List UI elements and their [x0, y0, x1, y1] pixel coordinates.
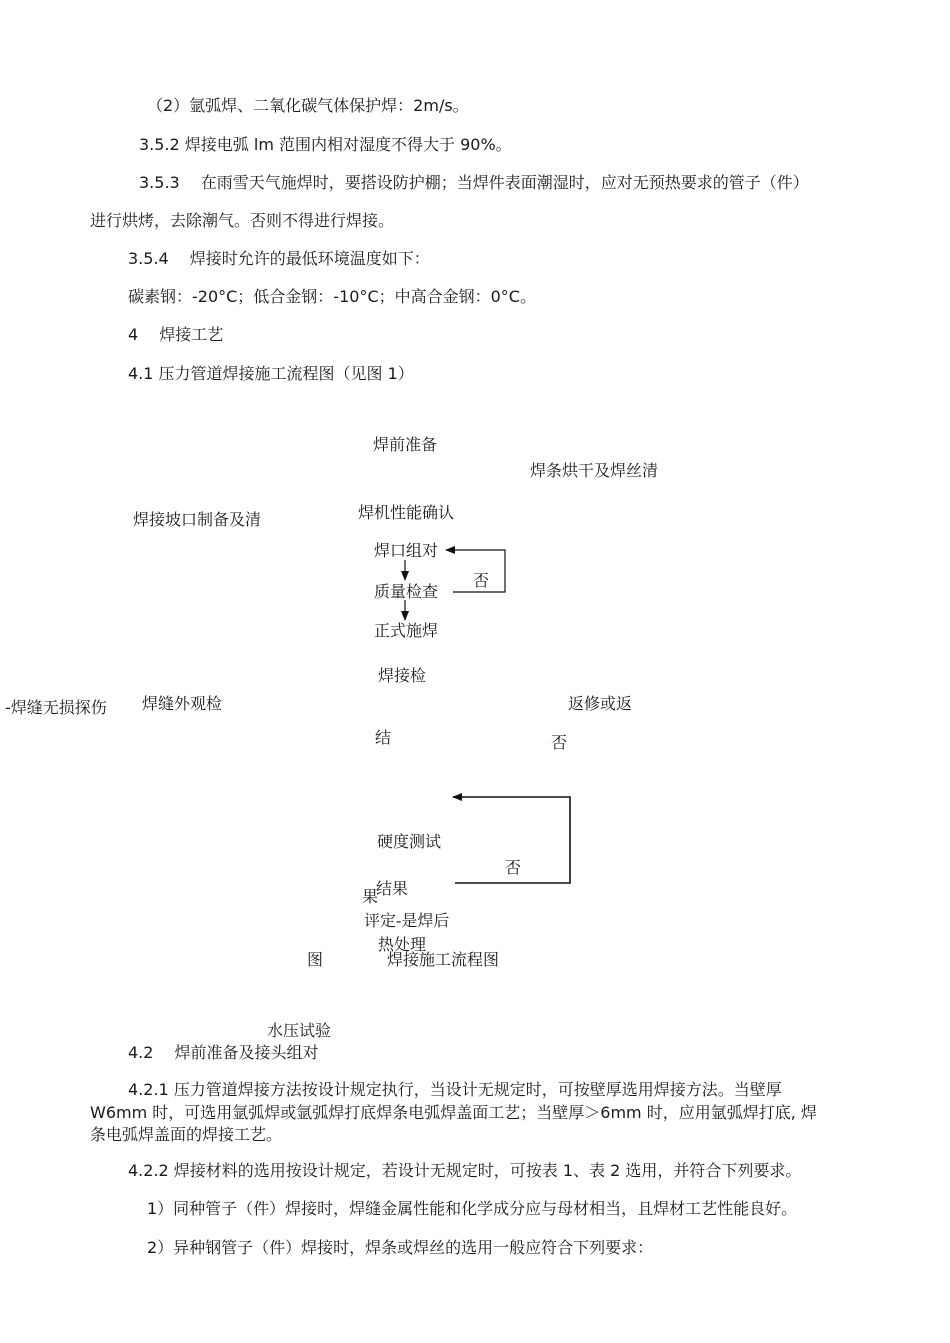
paragraph-4-2-1-line1: 4.2.1 压力管道焊接方法按设计规定执行，当设计无规定时，可按壁厚选用焊接方法。当壁厚	[128, 1080, 782, 1099]
figure-title: 焊接施工流程图	[387, 950, 500, 969]
label-result-2: 结果	[376, 879, 409, 898]
section-heading-4-2: 4.2 焊前准备及接头组对	[128, 1043, 319, 1062]
label-fruit: 果	[362, 887, 379, 906]
label-no-3: 否	[505, 858, 522, 877]
paragraph-3-5-1-2: （2）氩弧焊、二氧化碳气体保护焊：2m/s。	[147, 96, 469, 115]
node-hydro-test: 水压试验	[267, 1021, 332, 1040]
node-welding: 正式施焊	[374, 621, 439, 640]
node-visual: 焊缝外观检	[142, 694, 223, 713]
node-repair: 返修或返	[568, 694, 633, 713]
node-machine: 焊机性能确认	[358, 503, 455, 522]
label-result-1: 结	[375, 728, 392, 747]
paragraph-4-1: 4.1 压力管道焊接施工流程图（见图 1）	[128, 364, 414, 383]
paragraph-item-1: 1）同种管子（件）焊接时，焊缝金属性能和化学成分应与母材相当，且焊材工艺性能良好。	[147, 1199, 798, 1218]
paragraph-4-2-2: 4.2.2 焊接材料的选用按设计规定，若设计无规定时，可按表 1、表 2 选用，并符合下列要求。	[128, 1161, 802, 1180]
paragraph-3-5-4: 3.5.4 焊接时允许的最低环境温度如下：	[128, 249, 430, 268]
node-prep: 焊前准备	[373, 435, 438, 454]
node-bevel: 焊接坡口制备及清	[133, 510, 262, 529]
paragraph-3-5-3-line1: 3.5.3 在雨雪天气施焊时，要搭设防护棚；当焊件表面潮湿时，应对无预热要求的管子（件）	[139, 173, 809, 192]
node-heat-treat: 热处理	[378, 935, 427, 954]
paragraph-3-5-2: 3.5.2 焊接电弧 lm 范围内相对湿度不得大于 90%。	[139, 135, 512, 154]
node-ndt: -焊缝无损探伤	[5, 698, 107, 717]
node-fitup: 焊口组对	[374, 541, 439, 560]
node-hardness: 硬度测试	[377, 832, 442, 851]
section-heading-4: 4 焊接工艺	[128, 325, 224, 344]
paragraph-temperatures: 碳素钢：-20°C；低合金钢：-10°C；中高合金钢：0°C。	[128, 287, 536, 306]
node-inspection: 焊接检	[378, 666, 427, 685]
paragraph-3-5-3-line2: 进行烘烤，去除潮气。否则不得进行焊接。	[90, 211, 395, 230]
node-quality: 质量检查	[374, 582, 439, 601]
paragraph-4-2-1-line2: W6mm 时，可选用氩弧焊或氩弧焊打底焊条电弧焊盖面工艺；当壁厚＞6mm 时，应用氩弧焊打底, 焊	[90, 1103, 817, 1122]
node-evaluate: 评定-是焊后	[364, 911, 450, 930]
figure-label: 图	[307, 950, 324, 969]
paragraph-item-2: 2）异种钢管子（件）焊接时，焊条或焊丝的选用一般应符合下列要求：	[147, 1238, 654, 1257]
node-rod-baking: 焊条烘干及焊丝清	[530, 461, 659, 480]
label-no-2: 否	[551, 733, 568, 752]
paragraph-4-2-1-line3: 条电弧焊盖面的焊接工艺。	[90, 1125, 283, 1144]
label-no-1: 否	[473, 571, 490, 590]
